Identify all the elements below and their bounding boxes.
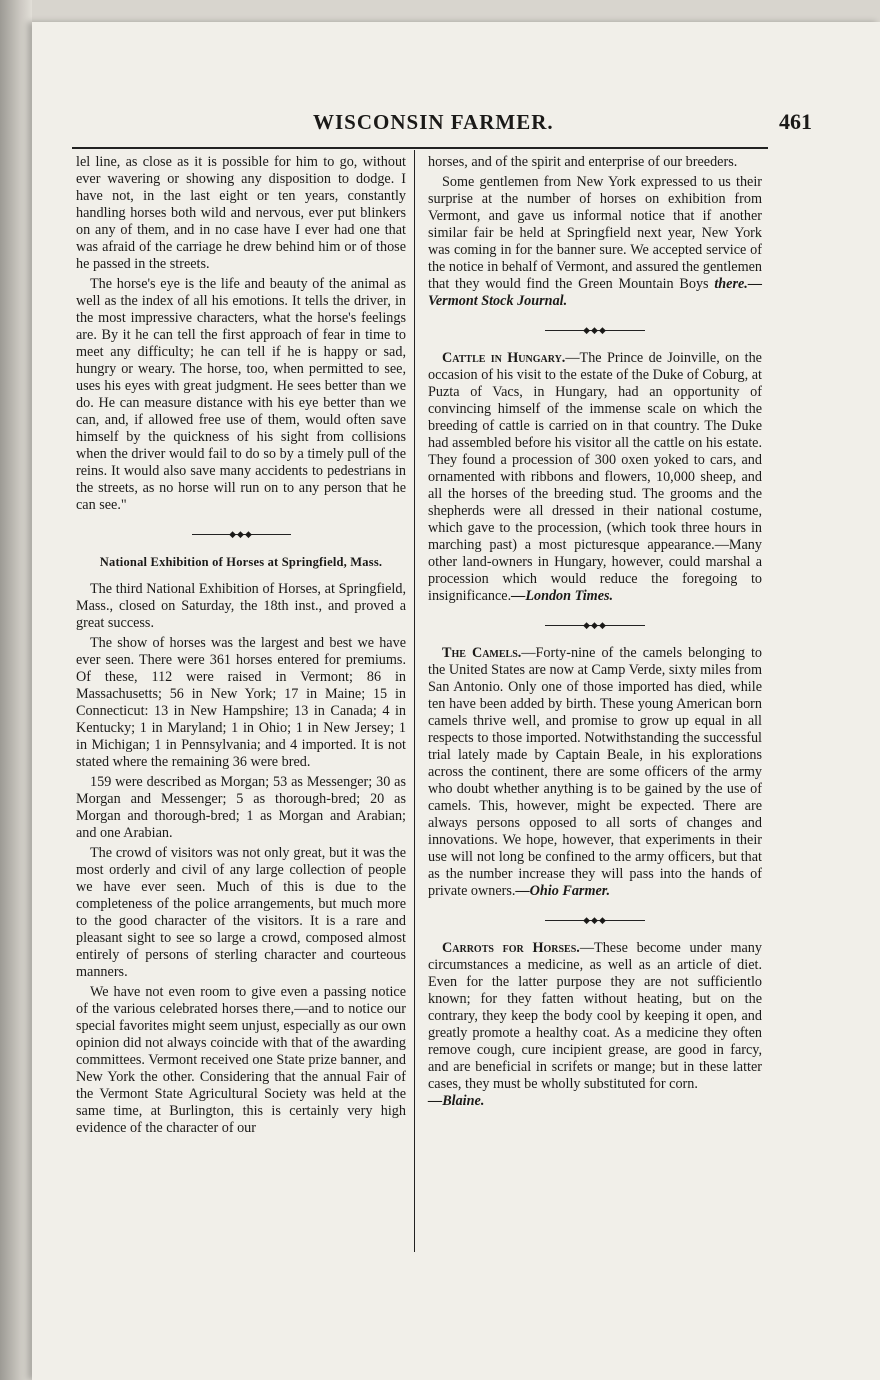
paragraph: lel line, as close as it is possible for him to go, without ever wavering or showing any disposition to dodge. I have not, in the last eight or ten years, constantly handling horses both wild and nervous, ever put blinkers on any of them, and in no case have I ever had one that was afraid of the carriage he drew behind him or of those he passed in the streets. <box>76 154 406 272</box>
item-heading: Carrots for Horses. <box>442 940 580 956</box>
item-heading: The Camels. <box>442 645 522 661</box>
paragraph: The horse's eye is the life and beauty of the animal as well as the index of all his emotions. It tells the driver, in the most impressive characters, what the horse's feelings are. By it he can tell the first approach of fear in time to meet any difficulty; he can tell if he is happy or sad, hungry or weary. The horse, too, when permitted to see, uses his eyes with great judgment. He sees better than we do. He can measure distance with his eye better than we can, and, if allowed free use of them, would often save himself by the quickness of his sight from collisions when the driver would fail to do so by a timely pull of the reins. It would also save many accidents to pedestrians in the streets, as no horse will run on to any person that he can see." <box>76 276 406 513</box>
item-heading: Cattle in Hungary. <box>442 350 566 366</box>
source-credit: —London Times. <box>511 588 614 604</box>
source-credit: there.—Vermont Stock Journal. <box>428 276 763 309</box>
paragraph <box>428 645 762 900</box>
running-title: WISCONSIN FARMER. <box>313 110 554 134</box>
article-heading: National Exhibition of Horses at Springfield, Mass. <box>99 555 383 569</box>
header-rule <box>72 147 768 149</box>
paragraph: The show of horses was the largest and best we have ever seen. There were 361 horses entered for premiums. Of these, 112 were raised in Vermont; 86 in Massachusetts; 56 in New York; 17 in Maine; 15 in Connecticut: 13 in New Hampshire; 13 in Canada; 4 in Kentucky; 1 in Maryland; 1 in Ohio; 1 in New Jersey; 1 in Michigan; 1 in Pennsylvania; and 4 imported. It is not stated where the remaining 36 were bred. <box>76 635 406 770</box>
paragraph-text: Some gentlemen from New York expressed to us their surprise at the number of horses on exhibition from Vermont, and gave us informal notice that if another similar fair be held at Springfield next year, New York was coming in for the banner sure. We accepted service of the notice in behalf of Vermont, and assured the gentlemen that they would find the Green Mountain Boys <box>428 174 762 292</box>
paragraph: horses, and of the spirit and enterprise of our breeders. <box>428 154 738 170</box>
paragraph-text: —The Prince de Joinville, on the occasion of his visit to the estate of the Duke of Coburg, at Puzta of Vacs, in Hungary, had an opportunity of convincing himself of the immense scale on which the breeding of cattle is carried on in that country. The Duke had assembled before his visitor all the cattle on his estate. They found a procession of 300 oxen yoked to cars, and ornamented with ribbons and flowers, 10,000 sheep, and all the horses of the breeding stud. The grooms and the shepherds were all dressed in their national costume, which gave to the procession, (which took three hours in marching past) a most picturesque appearance.—Many other land-owners in Hungary, however, could marshal a procession which would reduce the foregoing to insignificance. <box>428 350 762 604</box>
left-column <box>76 154 406 1137</box>
paragraph <box>428 174 762 310</box>
source-credit: —Blaine. <box>428 1093 485 1109</box>
paragraph: We have not even room to give even a passing notice of the various celebrated horses there,—and to notice our special favorites might seem unjust, especially as our own opinion did not always coincide with that of the awarding committees. Vermont received one State prize banner, and New York the other. Considering that the annual Fair of the Vermont State Agricultural Society was held at the same time, at Burlington, this is certainly very high evidence of the character of our <box>76 984 406 1136</box>
right-column <box>428 154 762 1110</box>
section-separator: ◆◆◆ <box>428 320 762 342</box>
section-separator: ◆◆◆ <box>428 910 762 932</box>
paragraph-text: —Forty-nine of the camels belonging to the United States are now at Camp Verde, sixty miles from San Antonio. Only one of those imported has died, while ten have been added by birth. These young American born camels thrive well, and promise to grow up equal in all respects to those imported. Notwithstanding the successful trial lately made by Captain Beale, in his explorations across the continent, there are some officers of the army who doubt whether anything is to be gained by the use of camels. This, however, might be expected. There are always persons opposed to all sorts of changes and innovations. We hope, however, that experiments in their use will not long be confined to the army officers, but that as the number increase they will pass into the hands of private owners. <box>428 645 763 899</box>
paragraph: The third National Exhibition of Horses, at Springfield, Mass., closed on Saturday, the 18th inst., and proved a great success. <box>76 581 406 631</box>
source-credit: —Ohio Farmer. <box>515 883 611 899</box>
section-separator: ◆◆◆ <box>428 615 762 637</box>
running-header <box>72 96 812 146</box>
column-divider <box>414 150 415 1252</box>
paragraph: 159 were described as Morgan; 53 as Messenger; 30 as Morgan and Messenger; 5 as thorough-bred; 20 as Morgan and thorough-bred; 1 as Morgan and Arabian; and one Arabian. <box>76 774 406 841</box>
paragraph <box>428 350 762 605</box>
section-separator: ◆◆◆ <box>76 524 406 546</box>
paragraph <box>428 940 762 1110</box>
page-number: 461 <box>779 109 812 134</box>
paragraph-text: —These become under many circumstances a medicine, as well as an article of diet. Even for the latter purpose they are not sufficientlo known; for they fatten without heating, but on the contrary, they keep the body cool by keeping it open, and greatly promote a healthy coat. As a medicine they often remove cough, cure incipient grease, are good in farcy, and are beneficial in scrifets or mange; but in these latter cases, they must be wholly substituted for corn. <box>428 940 762 1092</box>
book-binding <box>0 0 32 1380</box>
paragraph: The crowd of visitors was not only great, but it was the most orderly and civil of any large collection of people we have ever seen. Much of this is due to the completeness of the police arrangements, but much more to the good character of the visitors. It is a rare and pleasant sight to see so large a crowd, composed almost entirely of persons of sterling character and courteous manners. <box>76 845 406 980</box>
